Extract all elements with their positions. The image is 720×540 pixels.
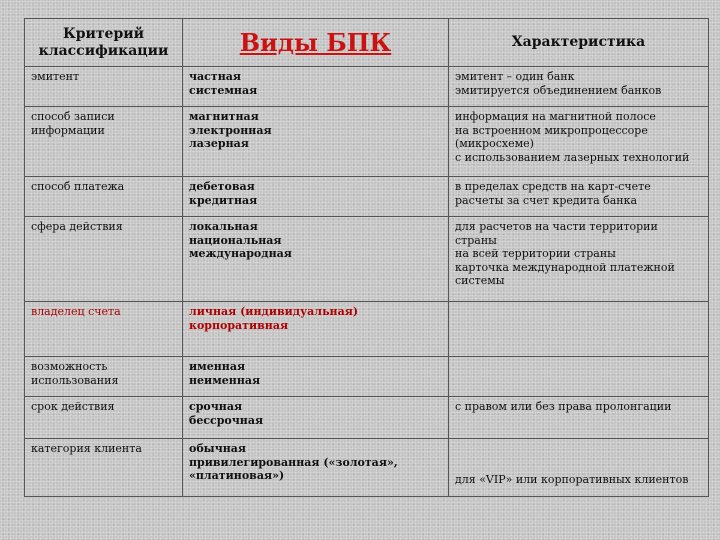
description-cell: [449, 67, 709, 107]
description-line: расчеты за счет кредита банка: [455, 193, 638, 207]
type-item: срочная: [189, 400, 243, 413]
type-item: национальная: [189, 233, 282, 247]
description-cell: [449, 217, 709, 302]
description-line: с правом или без права пролонгации: [455, 400, 672, 413]
criterion-cell: способ записи информации: [25, 107, 183, 177]
type-item: лазерная: [189, 137, 249, 150]
table-row: [25, 177, 709, 217]
description-cell: [449, 177, 709, 217]
description-line: на всей территории страны: [455, 247, 616, 260]
types-cell: [183, 357, 449, 397]
criterion-cell: возможность использования: [25, 357, 183, 397]
types-cell: [183, 302, 449, 357]
description-line: (микросхеме): [455, 137, 534, 150]
table-row: [25, 439, 709, 497]
description-line: для «VIP» или корпоративных клиентов: [455, 472, 689, 486]
bpk-classification-table-wrapper: [24, 18, 708, 497]
type-item: привилегированная («золотая»,: [189, 455, 398, 469]
table-row: [25, 107, 709, 177]
type-item: международная: [189, 247, 292, 260]
description-line: эмитируется объединением банков: [455, 83, 662, 97]
criterion-cell: владелец счета: [25, 302, 183, 357]
description-cell-empty: [449, 302, 709, 357]
types-cell: [183, 397, 449, 439]
type-item: магнитная: [189, 110, 259, 123]
header-description: Характеристика: [449, 19, 709, 67]
header-types-title: Виды БПК: [183, 19, 449, 67]
header-row: [25, 19, 709, 67]
description-cell: [449, 397, 709, 439]
type-item: частная: [189, 70, 241, 83]
types-cell: [183, 177, 449, 217]
types-cell: [183, 217, 449, 302]
type-item: именная: [189, 360, 246, 373]
criterion-cell: категория клиента: [25, 439, 183, 497]
type-item: корпоративная: [189, 318, 289, 332]
description-line: для расчетов на части территории: [455, 220, 658, 233]
type-item: электронная: [189, 123, 272, 137]
type-item: обычная: [189, 442, 247, 455]
table-row: [25, 397, 709, 439]
types-cell: [183, 67, 449, 107]
description-line: эмитент – один банк: [455, 70, 575, 83]
header-criterion: Критерий классификации: [25, 19, 183, 67]
description-cell-empty: [449, 357, 709, 397]
description-line: системы: [455, 274, 505, 287]
type-item: системная: [189, 83, 258, 97]
table-row: [25, 357, 709, 397]
description-line: в пределах средств на карт-счете: [455, 180, 651, 193]
types-cell: [183, 107, 449, 177]
description-line: информация на магнитной полосе: [455, 110, 656, 123]
description-line: с использованием лазерных технологий: [455, 150, 690, 164]
type-item: кредитная: [189, 193, 258, 207]
description-line: карточка международной платежной: [455, 260, 675, 274]
table-row: [25, 302, 709, 357]
description-cell: [449, 107, 709, 177]
description-line: на встроенном микропроцессоре: [455, 123, 648, 137]
criterion-cell: эмитент: [25, 67, 183, 107]
description-cell: [449, 439, 709, 497]
table-row: [25, 217, 709, 302]
type-item: локальная: [189, 220, 258, 233]
criterion-cell: срок действия: [25, 397, 183, 439]
description-line: страны: [455, 233, 497, 247]
bpk-classification-table: [24, 18, 709, 497]
table-row: [25, 67, 709, 107]
criterion-cell: сфера действия: [25, 217, 183, 302]
type-item: неименная: [189, 373, 261, 387]
types-cell: [183, 439, 449, 497]
type-item: «платиновая»): [189, 469, 285, 482]
type-item: дебетовая: [189, 180, 255, 193]
criterion-cell: способ платежа: [25, 177, 183, 217]
type-item: личная (индивидуальная): [189, 305, 359, 318]
type-item: бессрочная: [189, 413, 264, 427]
